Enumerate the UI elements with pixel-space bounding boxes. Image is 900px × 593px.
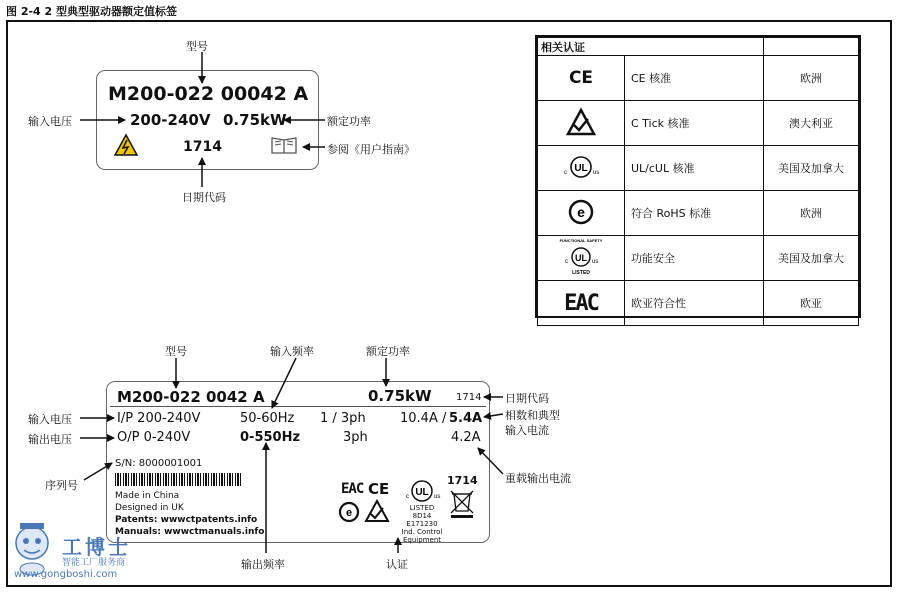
figure-title: 图 2-4 2 型典型驱动器额定值标签 [6,5,178,18]
cert-table-header: 相关认证 [538,38,764,56]
callout-phase-current-2: 输入电流 [505,424,549,437]
svg-text:e: e [345,507,353,519]
label2-manuals: Manuals: wwwctmanuals.info [115,527,265,537]
label2-ip-freq: 50-60Hz [240,411,295,426]
listed-line-3: Ind. Control [401,528,443,536]
callout-output-freq: 输出频率 [241,558,285,571]
callout-rated-power: 额定功率 [327,115,371,128]
svg-text:us: us [593,169,600,176]
callout-heavy-current: 重载输出电流 [505,472,571,485]
svg-text:UL: UL [575,252,587,263]
label2-patents: Patents: wwwctpatents.info [115,515,258,525]
cert-name: C Tick 核准 [625,101,764,146]
cert-region: 欧洲 [764,191,859,236]
callout-model-2: 型号 [165,345,187,358]
callout-rated-power-2: 额定功率 [366,345,410,358]
svg-text:us: us [434,494,441,500]
fs-listed-text: LISTED [572,269,590,276]
ce-mark-icon: CE [368,480,390,498]
label2-op-current: 4.2A [451,430,481,445]
eac-icon: EAC [564,290,598,316]
fs-text: FUNCTIONAL SAFETY [559,237,603,243]
ce-mark-icon: CE [568,68,594,88]
callout-serial: 序列号 [45,479,78,492]
callout-model: 型号 [186,40,208,53]
label2-designed-in: Designed in UK [115,503,184,513]
label2-model: M200-022 0042 A [117,388,265,406]
callout-certification: 认证 [386,558,408,571]
cert-name: 功能安全 [625,236,764,281]
rohs-e-text: e [577,203,585,220]
label1-date: 1714 [183,139,222,155]
label2-cert-date: 1714 [447,474,478,487]
listed-line-4: Equipment [403,536,441,544]
label2-made-in: Made in China [115,491,180,501]
label2-date: 1714 [456,392,482,403]
watermark-brand: 工博士 [62,535,131,559]
label2-ip: I/P 200-240V [117,411,201,426]
eac-icon: EAC [341,481,364,497]
watermark-sub: 智能工厂服务商 [62,558,126,568]
label2-power: 0.75kW [368,387,432,405]
callout-see-manual: 参阅《用户指南》 [327,143,415,156]
cert-region: 美国及加拿大 [764,236,859,281]
cert-region: 欧亚 [764,281,859,326]
cert-name: CE 核准 [625,56,764,101]
callout-date-code: 日期代码 [182,191,226,204]
ul-text: UL [574,162,588,174]
label1-voltage: 200-240V [130,111,211,129]
svg-text:us: us [592,258,599,265]
label2-ip-current-b: 5.4A [449,411,483,426]
cert-name: UL/cUL 核准 [625,146,764,191]
label2-op-phase: 3ph [343,430,368,445]
cert-region: 澳大利亚 [764,101,859,146]
label2-ip-phase: 1 / 3ph [320,411,366,426]
callout-input-voltage: 输入电压 [28,115,72,128]
cert-region: 欧洲 [764,56,859,101]
svg-text:c: c [565,258,568,265]
callout-input-voltage-2: 输入电压 [28,413,72,426]
label2-op-freq: 0-550Hz [240,430,301,445]
callout-output-voltage: 输出电压 [28,433,72,446]
listed-line-1: LISTED 8D14 [409,504,435,520]
callout-input-freq: 输入频率 [270,345,314,358]
cert-name: 欧亚符合性 [625,281,764,326]
svg-text:c: c [406,494,409,500]
label1-model: M200-022 00042 A [108,83,309,105]
label2-serial: S/N: 8000001001 [115,458,203,469]
svg-text:UL: UL [415,487,429,498]
listed-line-2: E171230 [406,520,438,528]
watermark-url: www.gongboshi.com [14,569,118,580]
svg-text:c: c [564,169,567,176]
label1-power: 0.75kW [223,111,287,129]
cert-region: 美国及加拿大 [764,146,859,191]
cert-name: 符合 RoHS 标准 [625,191,764,236]
label2-op: O/P 0-240V [117,430,191,445]
label2-ip-current-a: 10.4A / [400,411,447,426]
callout-phase-current-1: 相数和典型 [505,409,560,422]
callout-date-code-2: 日期代码 [505,392,549,405]
